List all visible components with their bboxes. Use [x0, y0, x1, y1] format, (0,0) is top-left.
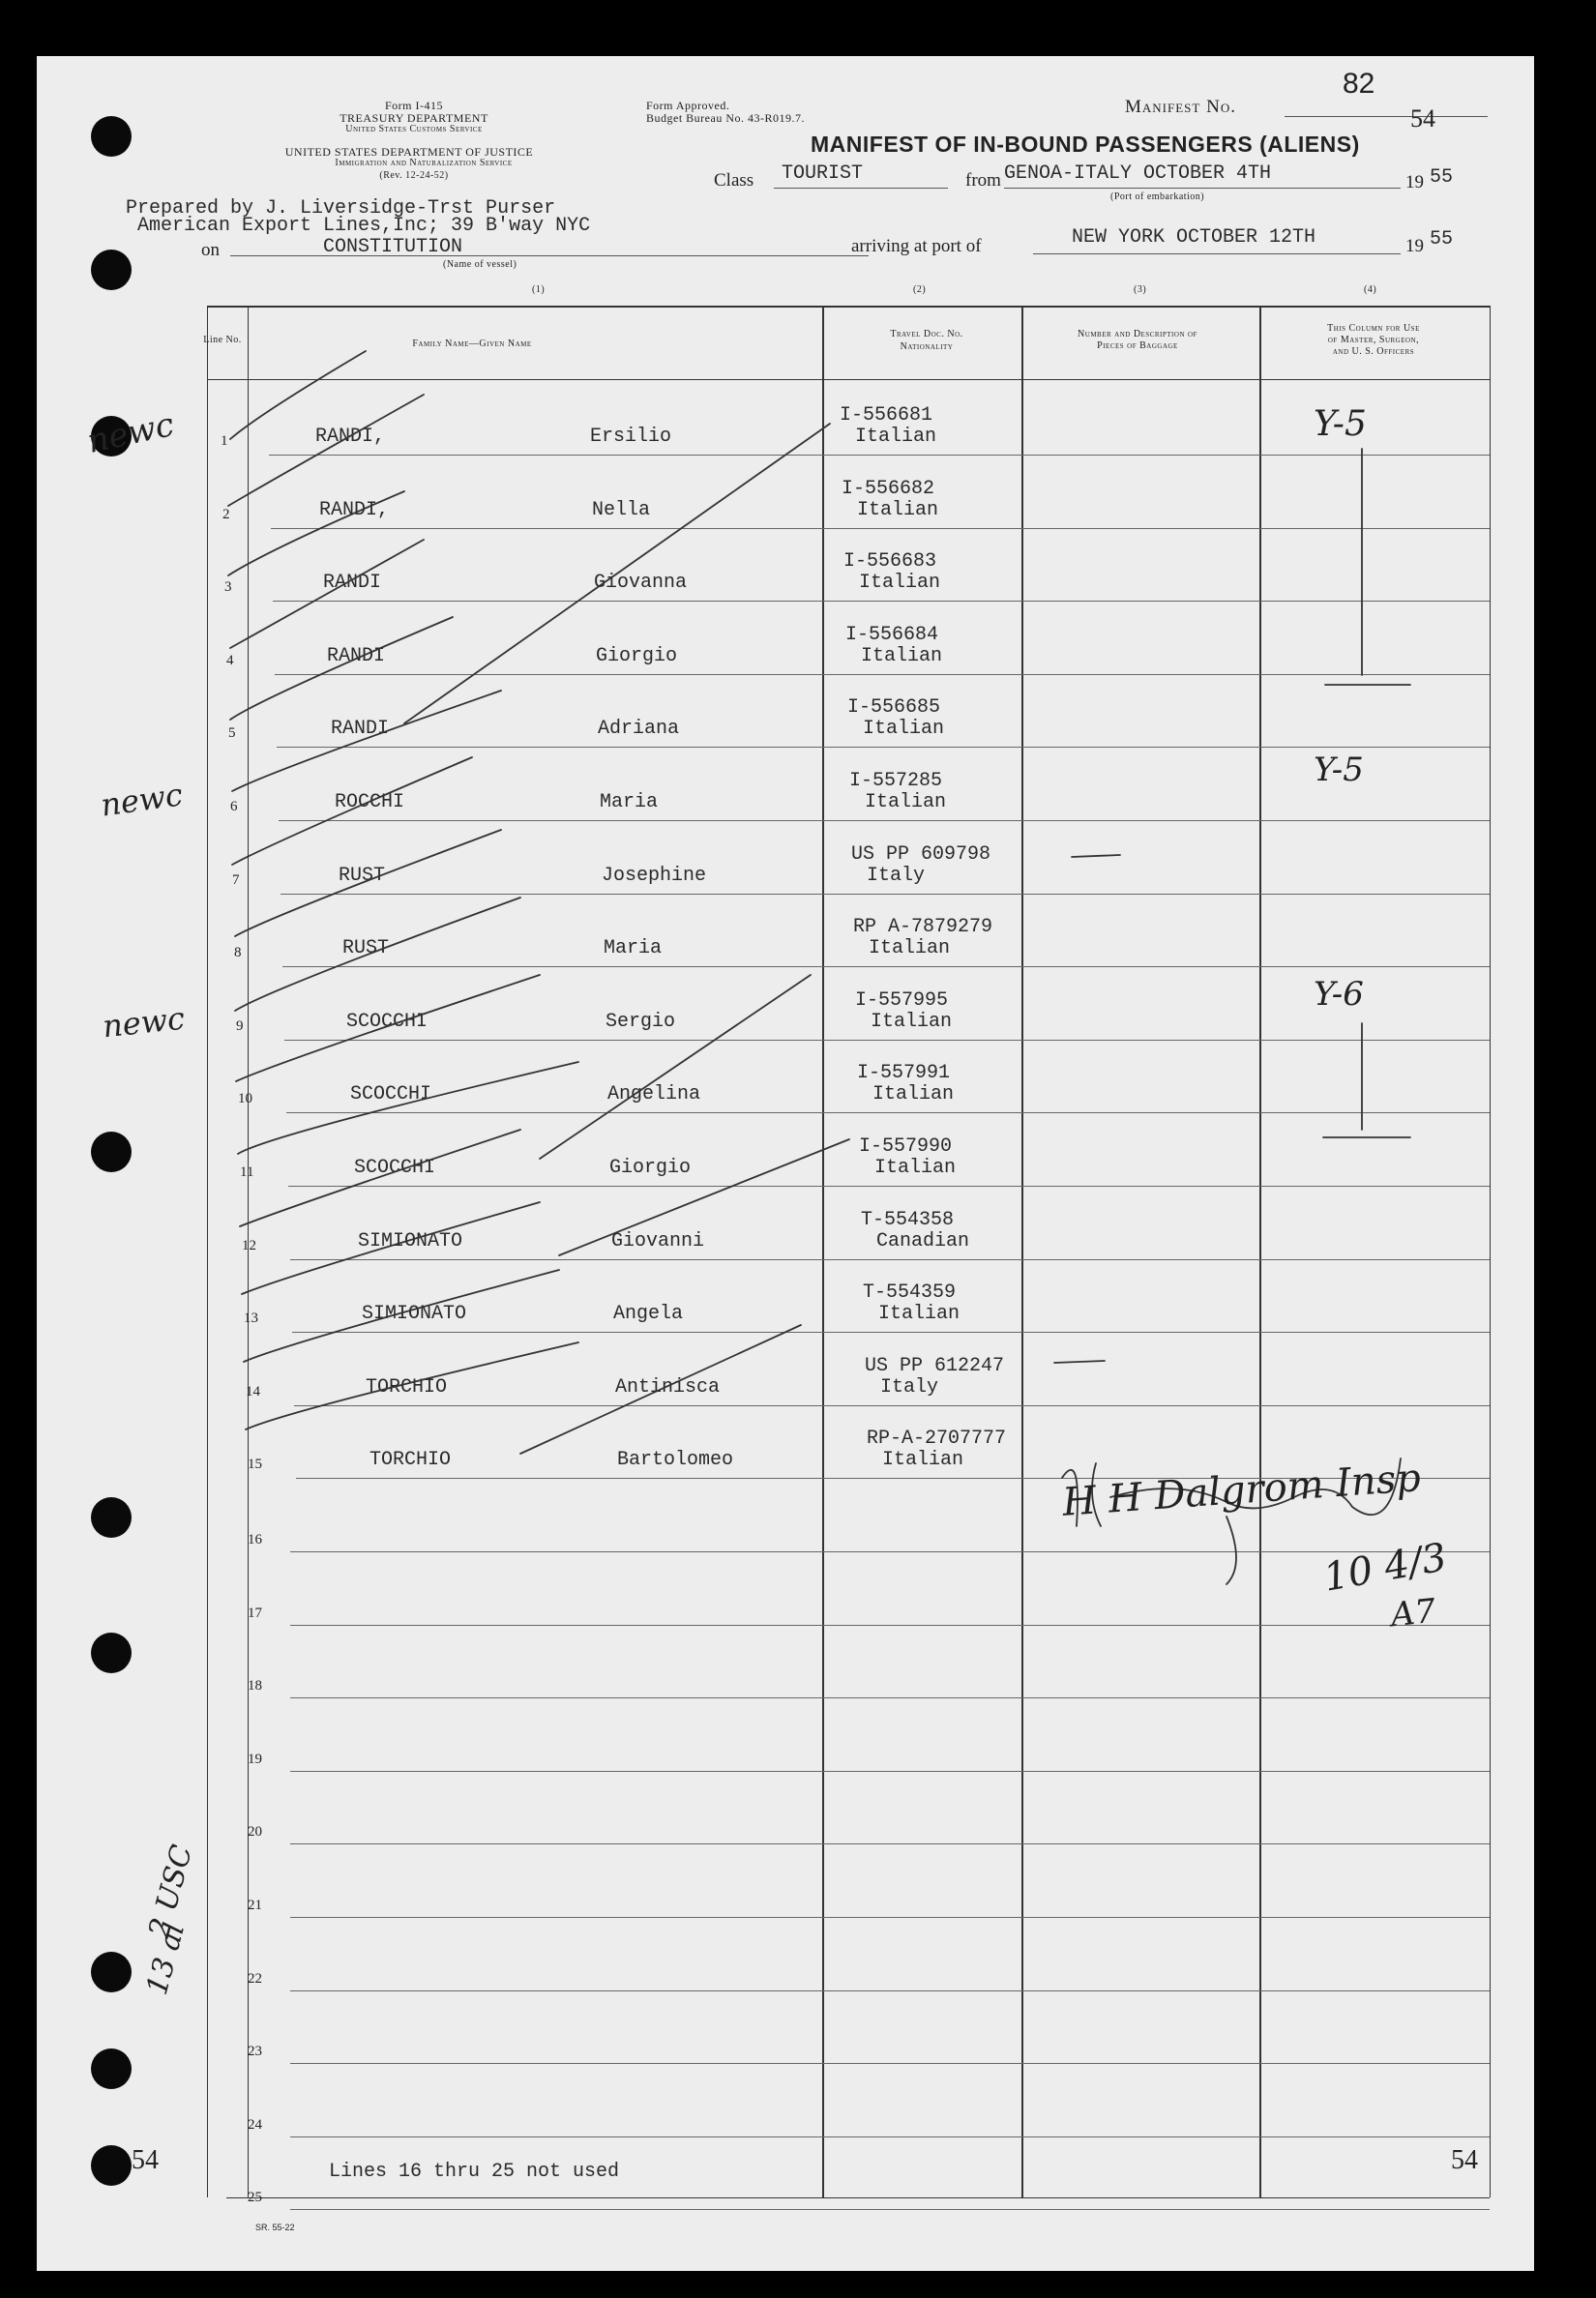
row-separator	[292, 1332, 1490, 1333]
row-separator	[294, 1405, 1490, 1406]
col-line	[822, 306, 824, 2197]
row-separator	[290, 2136, 1490, 2137]
punch-hole	[91, 1952, 132, 1992]
travel-doc-number: I-557995	[855, 988, 949, 1012]
check-stroke	[232, 691, 501, 791]
class-value: TOURIST	[782, 162, 864, 185]
col-line	[1259, 306, 1261, 2197]
manifest-number-handwritten: 82	[1343, 68, 1375, 100]
handwriting-date-top: 10 4/3	[1319, 1535, 1451, 1601]
travel-doc-number: US PP 612247	[865, 1354, 1005, 1377]
line-number: 4	[226, 652, 234, 668]
handwriting-date-bottom: A7	[1389, 1591, 1438, 1635]
row-separator	[290, 1990, 1490, 1991]
header-officer-3: and U. S. Officers	[1332, 346, 1415, 357]
strike-line	[540, 975, 811, 1159]
on-label: on	[201, 240, 220, 260]
row-separator	[290, 1259, 1490, 1260]
header-baggage-1: Number and Description of	[1078, 329, 1197, 339]
given-name: Maria	[600, 791, 659, 813]
officer-signature: H H Dalgrom Insp	[1060, 1456, 1423, 1525]
nationality: Italy	[867, 864, 926, 887]
travel-doc-number: I-556685	[847, 696, 941, 720]
given-name: Giorgio	[596, 644, 678, 667]
given-name: Antinisca	[615, 1375, 721, 1399]
row-separator	[286, 1112, 1490, 1113]
page-number-right: 54	[1451, 2145, 1478, 2175]
family-name: ROCCHI	[335, 791, 405, 813]
col-line	[207, 306, 208, 2197]
travel-doc-number: RP-A-2707777	[867, 1428, 1007, 1451]
line-number: 14	[246, 1383, 260, 1399]
nationality: Italian	[869, 937, 951, 960]
header-line-no	[203, 335, 242, 346]
from-label: from	[965, 170, 1001, 191]
family-name: RANDI	[327, 644, 386, 667]
check-stroke	[228, 395, 424, 506]
nationality: Italy	[880, 1375, 939, 1399]
header-bottom-border	[207, 379, 1490, 380]
travel-doc-number: I-556683	[843, 550, 937, 574]
handwriting-newc-3: newc	[101, 999, 187, 1046]
line-number: 9	[236, 1017, 244, 1034]
family-name: RANDI,	[319, 498, 390, 521]
arriving-value: NEW YORK OCTOBER 12TH	[1072, 226, 1316, 249]
nationality: Italian	[861, 644, 943, 667]
class-label: Class	[714, 170, 754, 191]
nationality: Italian	[882, 1449, 964, 1472]
line-number: 3	[224, 579, 232, 596]
family-name: SCOCCHI	[350, 1083, 432, 1106]
year-prefix-2: 19	[1405, 236, 1424, 256]
given-name: Giovanna	[594, 572, 688, 595]
line-number: 17	[248, 1605, 262, 1621]
family-name: TORCHIO	[366, 1375, 448, 1399]
line-number: 13	[244, 1311, 258, 1327]
given-name: Giorgio	[609, 1157, 692, 1179]
margin-note-1: 2 USC	[142, 1841, 200, 1942]
travel-doc-number: US PP 609798	[851, 842, 991, 866]
travel-doc-number: I-557991	[857, 1062, 951, 1085]
given-name: Angelina	[607, 1083, 701, 1106]
row-separator	[290, 2063, 1490, 2064]
treasury-department: TREASURY DEPARTMENT	[340, 111, 488, 125]
given-name: Giovanni	[611, 1229, 705, 1252]
arriving-label: arriving at port of	[851, 236, 982, 256]
line-number: 12	[242, 1237, 256, 1253]
nationality: Italian	[871, 1010, 953, 1033]
line-number: 18	[248, 1678, 262, 1694]
line-number: 5	[228, 725, 236, 742]
col-num-3: (3)	[1134, 284, 1147, 295]
line-number: 7	[232, 871, 240, 888]
line-number: 15	[248, 1457, 262, 1473]
form-code: SR. 55-22	[255, 2223, 295, 2232]
row-separator	[290, 2209, 1490, 2210]
line-number: 11	[240, 1164, 254, 1180]
row-separator	[282, 966, 1490, 967]
nationality: Canadian	[876, 1229, 970, 1252]
punch-hole	[91, 2048, 132, 2089]
nationality: Italian	[855, 426, 937, 448]
line-number: 25	[248, 2190, 262, 2206]
vessel-caption: (Name of vessel)	[443, 259, 517, 270]
manifest-label: Manifest No.	[1125, 97, 1236, 117]
row-separator	[269, 455, 1490, 456]
line-number: 20	[248, 1824, 262, 1841]
line-number: 19	[248, 1751, 262, 1767]
given-name: Bartolomeo	[617, 1449, 734, 1472]
header-baggage-2: Pieces of Baggage	[1097, 340, 1178, 351]
given-name: Maria	[604, 937, 663, 960]
punch-hole	[91, 1633, 132, 1673]
year-value-2: 55	[1430, 228, 1454, 250]
col-num-1: (1)	[532, 284, 546, 295]
punch-hole	[91, 1497, 132, 1538]
handwriting-overlay	[37, 56, 1534, 2271]
line-number: 8	[234, 945, 242, 961]
travel-doc-number: T-554359	[863, 1282, 957, 1305]
travel-doc-number: I-556682	[842, 477, 935, 500]
header-officer-1: This Column for Use	[1327, 323, 1420, 334]
year-value: 55	[1430, 166, 1454, 189]
row-separator	[290, 1551, 1490, 1552]
family-name: RUST	[339, 864, 386, 887]
doj-label: UNITED STATES DEPARTMENT OF JUSTICE	[284, 145, 534, 159]
nationality: Italian	[874, 1157, 957, 1179]
family-name: SCOCCHI	[354, 1157, 436, 1179]
budget-bureau: Budget Bureau No. 43-R019.7.	[646, 111, 805, 125]
travel-doc-number: I-556681	[840, 404, 933, 427]
check-stroke	[230, 617, 453, 720]
header-travel-doc: Travel Doc. No.	[890, 329, 963, 339]
given-name: Nella	[592, 498, 651, 521]
prepared-by: Prepared by J. Liversidge-Trst Purser	[126, 197, 556, 220]
page-title: MANIFEST OF IN-BOUND PASSENGERS (ALIENS)	[811, 132, 1360, 157]
row-separator	[290, 1625, 1490, 1626]
given-name: Ersilio	[590, 426, 672, 448]
row-separator	[290, 1843, 1490, 1844]
manifest-page	[37, 56, 1534, 2271]
bag-dash	[1072, 855, 1120, 857]
year-prefix: 19	[1405, 172, 1424, 192]
row-separator	[284, 1040, 1490, 1041]
punch-hole	[91, 2145, 132, 2186]
line-number: 24	[248, 2116, 262, 2133]
page-number-left: 54	[132, 2145, 159, 2175]
col-num-4: (4)	[1364, 284, 1377, 295]
y5-bracket-1	[1325, 449, 1410, 685]
margin-note-2: 13 al	[139, 1919, 192, 1999]
travel-doc-number: I-556684	[845, 623, 939, 646]
family-name: RANDI	[323, 572, 382, 595]
header-nationality: Nationality	[900, 341, 954, 352]
given-name: Sergio	[606, 1010, 676, 1033]
family-name: SIMIONATO	[362, 1303, 467, 1326]
family-name: RANDI	[331, 718, 390, 741]
punch-hole	[91, 116, 132, 157]
family-name: RANDI,	[315, 426, 386, 448]
row-separator	[271, 528, 1490, 529]
line-number: 10	[238, 1091, 252, 1107]
travel-doc-number: RP A-7879279	[853, 916, 993, 939]
family-name: RUST	[342, 937, 390, 960]
row-separator	[281, 894, 1490, 895]
line-number: 6	[230, 799, 238, 814]
ins-label: Immigration and Naturalization Service	[335, 158, 513, 168]
travel-doc-number: T-554358	[861, 1208, 955, 1231]
handwriting-newc-1: newc	[83, 405, 178, 461]
punch-hole	[91, 250, 132, 290]
header-name: Family Name—Given Name	[412, 339, 532, 349]
line-number: 2	[222, 506, 230, 522]
col-line	[1490, 306, 1491, 2197]
handwriting-y6: Y-6	[1314, 975, 1364, 1014]
row-separator	[273, 601, 1490, 602]
nationality: Italian	[865, 791, 947, 813]
family-name: SCOCCHI	[346, 1010, 429, 1033]
punch-hole	[91, 1132, 132, 1172]
line-number: 23	[248, 2044, 262, 2060]
family-name: SIMIONATO	[358, 1229, 463, 1252]
row-separator	[279, 820, 1490, 821]
handwriting-y5-b: Y-5	[1314, 751, 1364, 789]
given-name: Angela	[613, 1303, 684, 1326]
handwriting-y5-a: Y-5	[1314, 404, 1367, 444]
col-line	[1021, 306, 1023, 2197]
table-top-border	[207, 306, 1490, 308]
row-separator	[288, 1186, 1490, 1187]
travel-doc-number: I-557990	[859, 1135, 953, 1158]
port-embarkation-caption: (Port of embarkation)	[1110, 192, 1205, 202]
bag-dash	[1054, 1361, 1105, 1363]
table-bottom-border	[226, 2197, 1490, 2198]
header-line-no-text: Line No.	[203, 335, 242, 345]
nationality: Italian	[863, 718, 945, 741]
row-separator	[290, 1771, 1490, 1772]
header-officer-2: of Master, Surgeon,	[1327, 335, 1420, 345]
line-number: 22	[248, 1970, 262, 1987]
rev-date: (Rev. 12-24-52)	[379, 170, 449, 181]
vessel-name: CONSTITUTION	[323, 236, 463, 258]
given-name: Josephine	[602, 864, 707, 887]
from-value: GENOA-ITALY OCTOBER 4TH	[1004, 162, 1272, 185]
row-separator	[277, 747, 1490, 748]
line-number: 1	[221, 433, 228, 449]
row-separator	[275, 674, 1490, 675]
customs-service: United States Customs Service	[345, 124, 483, 134]
line-number: 16	[248, 1532, 262, 1547]
travel-doc-number: I-557285	[849, 770, 943, 792]
col-num-2: (2)	[913, 284, 927, 295]
row-separator	[290, 1697, 1490, 1698]
nationality: Italian	[878, 1303, 961, 1326]
form-number: Form I-415	[385, 99, 443, 112]
nationality: Italian	[872, 1083, 955, 1106]
company: American Export Lines,Inc; 39 B'way NYC	[137, 215, 591, 237]
check-stroke	[238, 1062, 578, 1154]
form-approved: Form Approved.	[646, 99, 730, 112]
family-name: TORCHIO	[369, 1449, 452, 1472]
given-name: Adriana	[598, 718, 680, 741]
nationality: Italian	[857, 498, 939, 521]
not-used-note: Lines 16 thru 25 not used	[329, 2161, 620, 2183]
row-separator	[290, 1917, 1490, 1918]
handwriting-newc-2: newc	[98, 776, 186, 824]
line-number: 21	[248, 1898, 262, 1913]
manifest-number: 54	[1410, 104, 1435, 133]
nationality: Italian	[859, 572, 941, 595]
